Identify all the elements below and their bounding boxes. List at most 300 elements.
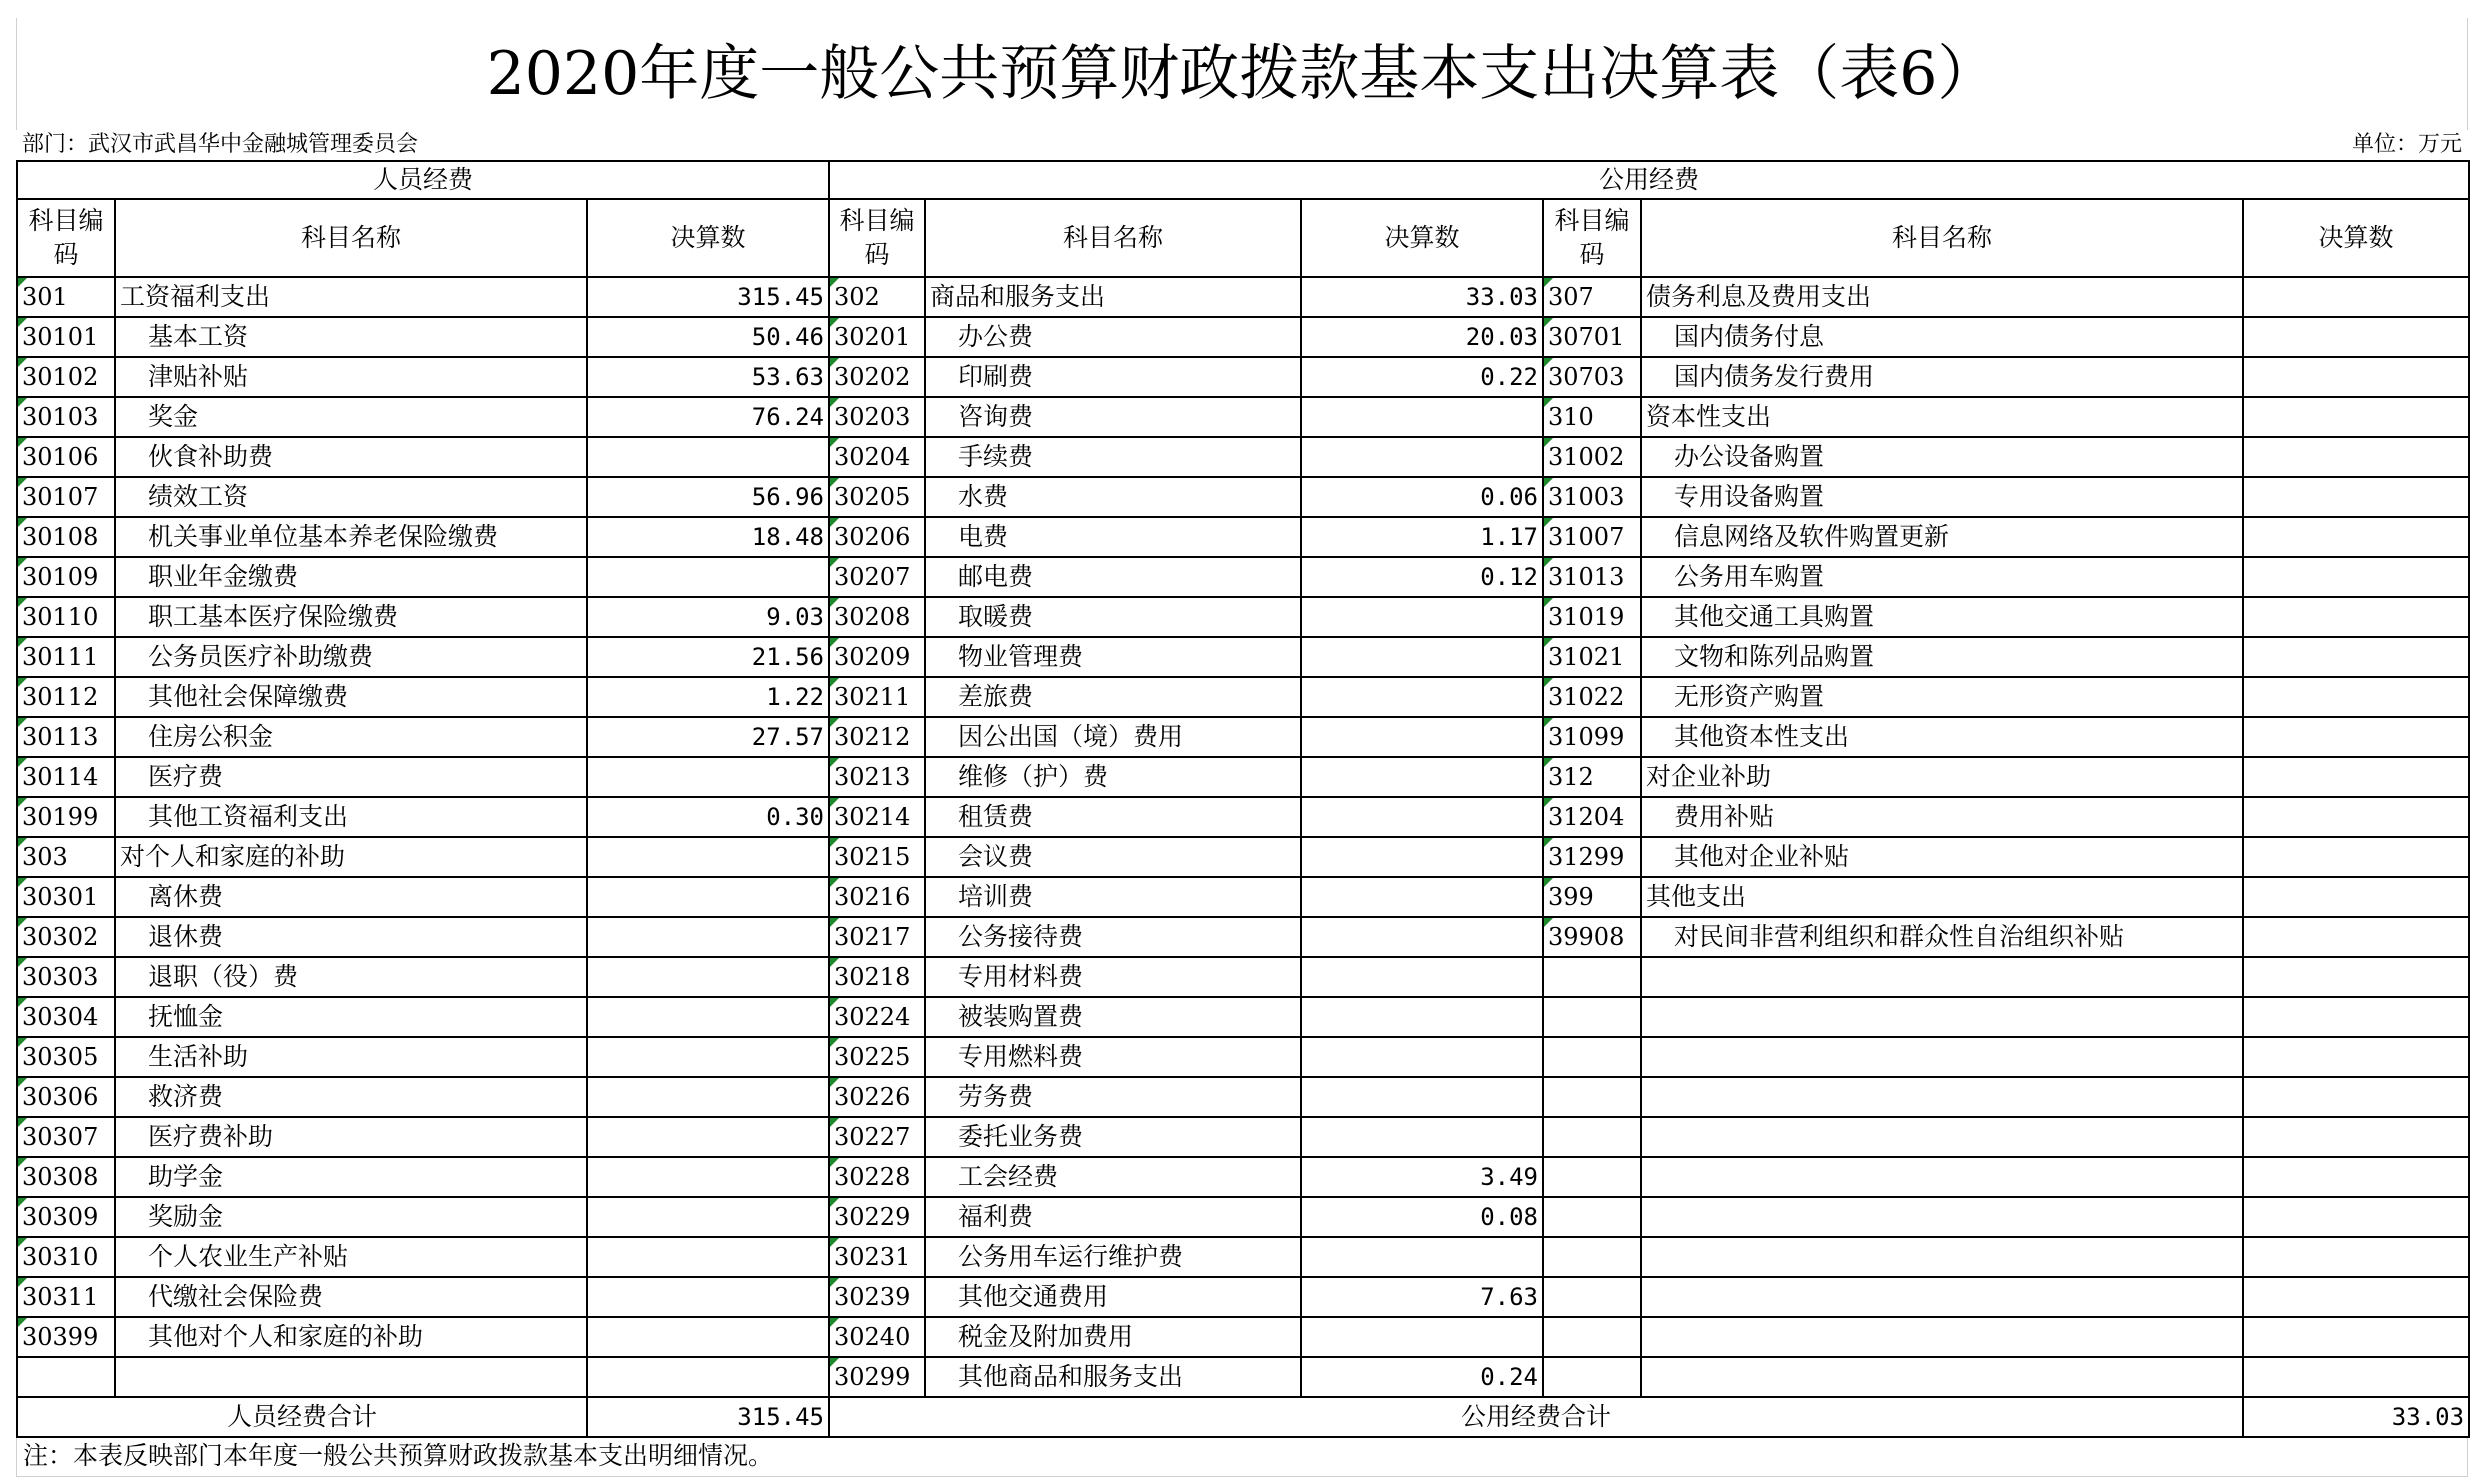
table-row bbox=[17, 1197, 2469, 1237]
cell-g1-name: 办公费 bbox=[925, 317, 1301, 357]
cell-g2-code bbox=[1543, 1237, 1641, 1277]
personnel-header: 人员经费 bbox=[17, 161, 829, 199]
cell-g1-code: 30206 bbox=[829, 517, 925, 557]
cell-g2-name: 办公设备购置 bbox=[1641, 437, 2243, 477]
cell-p-code: 30302 bbox=[17, 917, 115, 957]
cell-p-amt bbox=[587, 877, 829, 917]
cell-p-code: 30308 bbox=[17, 1157, 115, 1197]
cell-g1-name: 公务用车运行维护费 bbox=[925, 1237, 1301, 1277]
cell-g1-name: 取暖费 bbox=[925, 597, 1301, 637]
cell-g1-name: 电费 bbox=[925, 517, 1301, 557]
cell-g1-code: 30224 bbox=[829, 997, 925, 1037]
cell-p-name: 退休费 bbox=[115, 917, 587, 957]
cell-p-amt: 315.45 bbox=[587, 277, 829, 317]
cell-p-code: 30106 bbox=[17, 437, 115, 477]
col-name-header: 科目名称 bbox=[115, 199, 587, 277]
cell-g1-name: 会议费 bbox=[925, 837, 1301, 877]
cell-g1-amt bbox=[1301, 837, 1543, 877]
table-row bbox=[17, 317, 2469, 357]
cell-p-amt bbox=[587, 1237, 829, 1277]
cell-g1-amt bbox=[1301, 637, 1543, 677]
cell-p-name: 奖励金 bbox=[115, 1197, 587, 1237]
cell-g2-name bbox=[1641, 1357, 2243, 1397]
cell-p-amt bbox=[587, 1117, 829, 1157]
cell-p-code: 30399 bbox=[17, 1317, 115, 1357]
cell-g1-code: 30212 bbox=[829, 717, 925, 757]
cell-p-amt: 18.48 bbox=[587, 517, 829, 557]
cell-g2-amt bbox=[2243, 317, 2469, 357]
cell-p-code: 30301 bbox=[17, 877, 115, 917]
cell-g2-name: 债务利息及费用支出 bbox=[1641, 277, 2243, 317]
cell-g1-name: 物业管理费 bbox=[925, 637, 1301, 677]
cell-g2-amt bbox=[2243, 517, 2469, 557]
cell-g2-name: 费用补贴 bbox=[1641, 797, 2243, 837]
cell-g1-name: 工会经费 bbox=[925, 1157, 1301, 1197]
cell-g2-name: 无形资产购置 bbox=[1641, 677, 2243, 717]
cell-g2-code bbox=[1543, 1357, 1641, 1397]
cell-g2-code bbox=[1543, 1077, 1641, 1117]
cell-p-code: 303 bbox=[17, 837, 115, 877]
cell-p-amt bbox=[587, 997, 829, 1037]
cell-p-code: 30111 bbox=[17, 637, 115, 677]
cell-p-code: 30304 bbox=[17, 997, 115, 1037]
cell-g1-code: 30214 bbox=[829, 797, 925, 837]
cell-g1-amt bbox=[1301, 957, 1543, 997]
cell-g1-name: 商品和服务支出 bbox=[925, 277, 1301, 317]
cell-g2-code: 31007 bbox=[1543, 517, 1641, 557]
cell-g2-code: 30701 bbox=[1543, 317, 1641, 357]
cell-g2-code: 31299 bbox=[1543, 837, 1641, 877]
table-row bbox=[17, 957, 2469, 997]
cell-p-name: 职业年金缴费 bbox=[115, 557, 587, 597]
cell-p-name: 离休费 bbox=[115, 877, 587, 917]
cell-g1-code: 30227 bbox=[829, 1117, 925, 1157]
cell-g2-name bbox=[1641, 1117, 2243, 1157]
cell-g1-amt bbox=[1301, 437, 1543, 477]
cell-g2-name: 文物和陈列品购置 bbox=[1641, 637, 2243, 677]
cell-p-amt: 50.46 bbox=[587, 317, 829, 357]
cell-g2-amt bbox=[2243, 757, 2469, 797]
cell-g2-name bbox=[1641, 1277, 2243, 1317]
cell-g1-name: 手续费 bbox=[925, 437, 1301, 477]
table-row bbox=[17, 917, 2469, 957]
cell-g1-name: 水费 bbox=[925, 477, 1301, 517]
cell-g1-name: 税金及附加费用 bbox=[925, 1317, 1301, 1357]
cell-g1-code: 30299 bbox=[829, 1357, 925, 1397]
cell-p-code: 30310 bbox=[17, 1237, 115, 1277]
cell-g1-code: 30201 bbox=[829, 317, 925, 357]
cell-p-code: 30303 bbox=[17, 957, 115, 997]
cell-g2-code bbox=[1543, 1317, 1641, 1357]
cell-g2-name: 其他支出 bbox=[1641, 877, 2243, 917]
cell-g1-code: 30202 bbox=[829, 357, 925, 397]
cell-g2-code: 31022 bbox=[1543, 677, 1641, 717]
cell-p-name: 生活补助 bbox=[115, 1037, 587, 1077]
cell-g2-name: 其他资本性支出 bbox=[1641, 717, 2243, 757]
cell-g2-code: 31204 bbox=[1543, 797, 1641, 837]
cell-g2-name bbox=[1641, 1157, 2243, 1197]
cell-p-name: 医疗费补助 bbox=[115, 1117, 587, 1157]
cell-g1-code: 30204 bbox=[829, 437, 925, 477]
cell-g1-code: 30225 bbox=[829, 1037, 925, 1077]
cell-g1-name: 专用燃料费 bbox=[925, 1037, 1301, 1077]
cell-p-amt: 56.96 bbox=[587, 477, 829, 517]
cell-p-amt: 21.56 bbox=[587, 637, 829, 677]
cell-p-name: 对个人和家庭的补助 bbox=[115, 837, 587, 877]
public-total-value: 33.03 bbox=[2243, 1397, 2469, 1437]
cell-g1-name: 维修（护）费 bbox=[925, 757, 1301, 797]
cell-g2-code bbox=[1543, 957, 1641, 997]
cell-g1-amt: 33.03 bbox=[1301, 277, 1543, 317]
cell-g2-name bbox=[1641, 997, 2243, 1037]
cell-g2-amt bbox=[2243, 1157, 2469, 1197]
cell-p-name: 机关事业单位基本养老保险缴费 bbox=[115, 517, 587, 557]
cell-p-name: 公务员医疗补助缴费 bbox=[115, 637, 587, 677]
cell-g1-code: 30217 bbox=[829, 917, 925, 957]
cell-g2-name: 信息网络及软件购置更新 bbox=[1641, 517, 2243, 557]
cell-g1-amt: 0.06 bbox=[1301, 477, 1543, 517]
cell-g2-code bbox=[1543, 1197, 1641, 1237]
cell-g2-code: 307 bbox=[1543, 277, 1641, 317]
table-row bbox=[17, 277, 2469, 317]
cell-p-amt bbox=[587, 757, 829, 797]
cell-g2-code: 30703 bbox=[1543, 357, 1641, 397]
cell-p-amt bbox=[587, 557, 829, 597]
cell-g2-amt bbox=[2243, 597, 2469, 637]
department-label: 部门：武汉市武昌华中金融城管理委员会 bbox=[22, 132, 419, 157]
cell-g1-amt bbox=[1301, 757, 1543, 797]
table-row bbox=[17, 1077, 2469, 1117]
table-row bbox=[17, 837, 2469, 877]
cell-g1-name: 劳务费 bbox=[925, 1077, 1301, 1117]
table-row bbox=[17, 1237, 2469, 1277]
cell-p-code bbox=[17, 1357, 115, 1397]
cell-g2-code: 310 bbox=[1543, 397, 1641, 437]
cell-p-amt bbox=[587, 1277, 829, 1317]
cell-p-name: 其他社会保障缴费 bbox=[115, 677, 587, 717]
cell-g1-code: 30229 bbox=[829, 1197, 925, 1237]
table-row bbox=[17, 717, 2469, 757]
expenditure-table bbox=[16, 160, 2470, 1438]
cell-g1-code: 30208 bbox=[829, 597, 925, 637]
cell-g1-amt bbox=[1301, 797, 1543, 837]
cell-g1-amt bbox=[1301, 1317, 1543, 1357]
cell-p-code: 30306 bbox=[17, 1077, 115, 1117]
cell-g1-name: 福利费 bbox=[925, 1197, 1301, 1237]
cell-g2-name: 其他交通工具购置 bbox=[1641, 597, 2243, 637]
cell-g2-code bbox=[1543, 1157, 1641, 1197]
table-row bbox=[17, 597, 2469, 637]
cell-g2-amt bbox=[2243, 1357, 2469, 1397]
cell-g1-code: 30209 bbox=[829, 637, 925, 677]
report-meta bbox=[16, 130, 2468, 160]
cell-g2-amt bbox=[2243, 877, 2469, 917]
cell-p-amt: 53.63 bbox=[587, 357, 829, 397]
table-row bbox=[17, 517, 2469, 557]
cell-g2-code bbox=[1543, 1037, 1641, 1077]
cell-g2-amt bbox=[2243, 277, 2469, 317]
cell-g1-amt bbox=[1301, 877, 1543, 917]
cell-g2-name bbox=[1641, 1037, 2243, 1077]
cell-p-amt bbox=[587, 1037, 829, 1077]
cell-p-name: 伙食补助费 bbox=[115, 437, 587, 477]
cell-p-code: 30113 bbox=[17, 717, 115, 757]
unit-label: 单位：万元 bbox=[2351, 132, 2462, 157]
cell-g2-name bbox=[1641, 1237, 2243, 1277]
totals-row bbox=[17, 1397, 2469, 1437]
cell-g2-amt bbox=[2243, 957, 2469, 997]
cell-p-amt bbox=[587, 1357, 829, 1397]
cell-g1-code: 30215 bbox=[829, 837, 925, 877]
table-body bbox=[17, 277, 2469, 1397]
cell-p-code: 30112 bbox=[17, 677, 115, 717]
cell-g2-code: 399 bbox=[1543, 877, 1641, 917]
footnote: 注：本表反映部门本年度一般公共预算财政拨款基本支出明细情况。 bbox=[16, 1438, 2468, 1477]
cell-g2-code: 31099 bbox=[1543, 717, 1641, 757]
cell-g2-amt bbox=[2243, 477, 2469, 517]
cell-g2-name bbox=[1641, 1197, 2243, 1237]
public-header: 公用经费 bbox=[829, 161, 2469, 199]
cell-g1-name: 公务接待费 bbox=[925, 917, 1301, 957]
cell-g1-code: 30203 bbox=[829, 397, 925, 437]
table-row bbox=[17, 397, 2469, 437]
table-row bbox=[17, 797, 2469, 837]
cell-p-code: 30109 bbox=[17, 557, 115, 597]
cell-p-amt: 9.03 bbox=[587, 597, 829, 637]
cell-g1-amt: 1.17 bbox=[1301, 517, 1543, 557]
cell-g2-amt bbox=[2243, 557, 2469, 597]
cell-g1-code: 30231 bbox=[829, 1237, 925, 1277]
cell-g1-amt bbox=[1301, 1237, 1543, 1277]
personnel-total-value: 315.45 bbox=[587, 1397, 829, 1437]
report-title: 2020年度一般公共预算财政拨款基本支出决算表（表6） bbox=[486, 39, 1998, 109]
cell-g2-name: 专用设备购置 bbox=[1641, 477, 2243, 517]
cell-g1-code: 30213 bbox=[829, 757, 925, 797]
public-total-label: 公用经费合计 bbox=[829, 1397, 2243, 1437]
cell-g2-amt bbox=[2243, 1277, 2469, 1317]
table-row bbox=[17, 1357, 2469, 1397]
cell-g1-name: 培训费 bbox=[925, 877, 1301, 917]
cell-p-code: 30103 bbox=[17, 397, 115, 437]
cell-p-code: 30101 bbox=[17, 317, 115, 357]
report-title-cell bbox=[16, 18, 2468, 130]
cell-g2-name bbox=[1641, 957, 2243, 997]
cell-g2-code: 312 bbox=[1543, 757, 1641, 797]
cell-g1-code: 30218 bbox=[829, 957, 925, 997]
cell-g2-name bbox=[1641, 1317, 2243, 1357]
cell-g2-code: 31003 bbox=[1543, 477, 1641, 517]
cell-p-amt bbox=[587, 1077, 829, 1117]
cell-g1-name: 因公出国（境）费用 bbox=[925, 717, 1301, 757]
column-header-row bbox=[17, 199, 2469, 277]
cell-p-name: 津贴补贴 bbox=[115, 357, 587, 397]
cell-g1-name: 其他商品和服务支出 bbox=[925, 1357, 1301, 1397]
cell-p-name: 助学金 bbox=[115, 1157, 587, 1197]
cell-g1-amt bbox=[1301, 997, 1543, 1037]
cell-g2-name bbox=[1641, 1077, 2243, 1117]
table-row bbox=[17, 637, 2469, 677]
table-row bbox=[17, 1277, 2469, 1317]
cell-g2-amt bbox=[2243, 637, 2469, 677]
cell-p-amt: 1.22 bbox=[587, 677, 829, 717]
cell-g1-amt bbox=[1301, 917, 1543, 957]
cell-g2-amt bbox=[2243, 1117, 2469, 1157]
table-row bbox=[17, 997, 2469, 1037]
cell-g2-name: 其他对企业补贴 bbox=[1641, 837, 2243, 877]
cell-p-name: 住房公积金 bbox=[115, 717, 587, 757]
cell-p-amt bbox=[587, 837, 829, 877]
cell-p-amt bbox=[587, 1197, 829, 1237]
cell-g2-amt bbox=[2243, 997, 2469, 1037]
cell-g1-name: 差旅费 bbox=[925, 677, 1301, 717]
cell-g1-code: 30239 bbox=[829, 1277, 925, 1317]
group-header-row bbox=[17, 161, 2469, 199]
cell-g1-name: 咨询费 bbox=[925, 397, 1301, 437]
cell-p-name: 其他工资福利支出 bbox=[115, 797, 587, 837]
cell-g1-amt bbox=[1301, 677, 1543, 717]
cell-g2-amt bbox=[2243, 717, 2469, 757]
table-row bbox=[17, 357, 2469, 397]
cell-p-amt: 0.30 bbox=[587, 797, 829, 837]
cell-g1-amt bbox=[1301, 1037, 1543, 1077]
col-name-header: 科目名称 bbox=[1641, 199, 2243, 277]
cell-g1-name: 被装购置费 bbox=[925, 997, 1301, 1037]
cell-g2-amt bbox=[2243, 1077, 2469, 1117]
table-row bbox=[17, 757, 2469, 797]
cell-p-code: 30102 bbox=[17, 357, 115, 397]
table-row bbox=[17, 437, 2469, 477]
cell-g2-code bbox=[1543, 1277, 1641, 1317]
cell-g2-amt bbox=[2243, 397, 2469, 437]
cell-g1-amt bbox=[1301, 597, 1543, 637]
cell-g1-code: 30228 bbox=[829, 1157, 925, 1197]
cell-g1-amt bbox=[1301, 717, 1543, 757]
cell-g2-code: 31013 bbox=[1543, 557, 1641, 597]
cell-g2-amt bbox=[2243, 917, 2469, 957]
cell-g1-code: 30216 bbox=[829, 877, 925, 917]
cell-p-amt bbox=[587, 437, 829, 477]
table-row bbox=[17, 1117, 2469, 1157]
cell-g1-code: 30207 bbox=[829, 557, 925, 597]
cell-g1-name: 委托业务费 bbox=[925, 1117, 1301, 1157]
cell-g2-amt bbox=[2243, 677, 2469, 717]
cell-g1-name: 邮电费 bbox=[925, 557, 1301, 597]
cell-p-name: 绩效工资 bbox=[115, 477, 587, 517]
cell-g1-amt: 20.03 bbox=[1301, 317, 1543, 357]
cell-g1-amt: 0.12 bbox=[1301, 557, 1543, 597]
cell-p-name bbox=[115, 1357, 587, 1397]
cell-g1-amt: 0.24 bbox=[1301, 1357, 1543, 1397]
col-amount-header: 决算数 bbox=[1301, 199, 1543, 277]
cell-g2-name: 对民间非营利组织和群众性自治组织补贴 bbox=[1641, 917, 2243, 957]
cell-g1-amt: 0.22 bbox=[1301, 357, 1543, 397]
cell-g1-amt bbox=[1301, 1077, 1543, 1117]
cell-p-code: 30305 bbox=[17, 1037, 115, 1077]
cell-g2-name: 资本性支出 bbox=[1641, 397, 2243, 437]
cell-g2-code bbox=[1543, 997, 1641, 1037]
cell-g1-name: 专用材料费 bbox=[925, 957, 1301, 997]
cell-p-name: 抚恤金 bbox=[115, 997, 587, 1037]
cell-p-name: 个人农业生产补贴 bbox=[115, 1237, 587, 1277]
table-row bbox=[17, 677, 2469, 717]
cell-p-name: 奖金 bbox=[115, 397, 587, 437]
cell-g2-name: 对企业补助 bbox=[1641, 757, 2243, 797]
cell-p-code: 30110 bbox=[17, 597, 115, 637]
cell-g2-amt bbox=[2243, 1317, 2469, 1357]
cell-g2-amt bbox=[2243, 1037, 2469, 1077]
table-row bbox=[17, 477, 2469, 517]
cell-g2-name: 国内债务发行费用 bbox=[1641, 357, 2243, 397]
cell-g2-code bbox=[1543, 1117, 1641, 1157]
col-amount-header: 决算数 bbox=[587, 199, 829, 277]
cell-p-name: 退职（役）费 bbox=[115, 957, 587, 997]
cell-p-name: 其他对个人和家庭的补助 bbox=[115, 1317, 587, 1357]
col-name-header: 科目名称 bbox=[925, 199, 1301, 277]
cell-p-code: 30199 bbox=[17, 797, 115, 837]
cell-p-code: 301 bbox=[17, 277, 115, 317]
cell-g2-code: 31002 bbox=[1543, 437, 1641, 477]
cell-g2-name: 国内债务付息 bbox=[1641, 317, 2243, 357]
cell-p-code: 30311 bbox=[17, 1277, 115, 1317]
table-row bbox=[17, 877, 2469, 917]
cell-g1-code: 30226 bbox=[829, 1077, 925, 1117]
cell-p-amt: 76.24 bbox=[587, 397, 829, 437]
cell-g2-amt bbox=[2243, 797, 2469, 837]
cell-p-code: 30309 bbox=[17, 1197, 115, 1237]
cell-g1-code: 30211 bbox=[829, 677, 925, 717]
cell-p-code: 30307 bbox=[17, 1117, 115, 1157]
personnel-total-label: 人员经费合计 bbox=[17, 1397, 587, 1437]
cell-p-amt bbox=[587, 1157, 829, 1197]
report-sheet bbox=[16, 18, 2468, 1477]
table-row bbox=[17, 1157, 2469, 1197]
cell-p-name: 工资福利支出 bbox=[115, 277, 587, 317]
cell-g2-amt bbox=[2243, 1237, 2469, 1277]
cell-p-amt: 27.57 bbox=[587, 717, 829, 757]
col-code-header: 科目编码 bbox=[829, 199, 925, 277]
table-row bbox=[17, 557, 2469, 597]
cell-p-name: 医疗费 bbox=[115, 757, 587, 797]
table-row bbox=[17, 1317, 2469, 1357]
cell-g1-code: 302 bbox=[829, 277, 925, 317]
cell-p-name: 基本工资 bbox=[115, 317, 587, 357]
cell-p-amt bbox=[587, 1317, 829, 1357]
cell-p-amt bbox=[587, 917, 829, 957]
cell-g1-amt: 7.63 bbox=[1301, 1277, 1543, 1317]
cell-g2-code: 39908 bbox=[1543, 917, 1641, 957]
col-amount-header: 决算数 bbox=[2243, 199, 2469, 277]
cell-g1-amt: 0.08 bbox=[1301, 1197, 1543, 1237]
cell-g2-amt bbox=[2243, 1197, 2469, 1237]
cell-g1-name: 其他交通费用 bbox=[925, 1277, 1301, 1317]
cell-p-code: 30108 bbox=[17, 517, 115, 557]
cell-g1-name: 租赁费 bbox=[925, 797, 1301, 837]
cell-g1-code: 30205 bbox=[829, 477, 925, 517]
cell-g2-name: 公务用车购置 bbox=[1641, 557, 2243, 597]
cell-g2-amt bbox=[2243, 357, 2469, 397]
cell-g1-code: 30240 bbox=[829, 1317, 925, 1357]
cell-g1-amt: 3.49 bbox=[1301, 1157, 1543, 1197]
cell-p-name: 代缴社会保险费 bbox=[115, 1277, 587, 1317]
table-row bbox=[17, 1037, 2469, 1077]
cell-p-code: 30107 bbox=[17, 477, 115, 517]
cell-g2-code: 31019 bbox=[1543, 597, 1641, 637]
cell-p-amt bbox=[587, 957, 829, 997]
col-code-header: 科目编码 bbox=[17, 199, 115, 277]
cell-p-name: 救济费 bbox=[115, 1077, 587, 1117]
col-code-header: 科目编码 bbox=[1543, 199, 1641, 277]
cell-p-name: 职工基本医疗保险缴费 bbox=[115, 597, 587, 637]
